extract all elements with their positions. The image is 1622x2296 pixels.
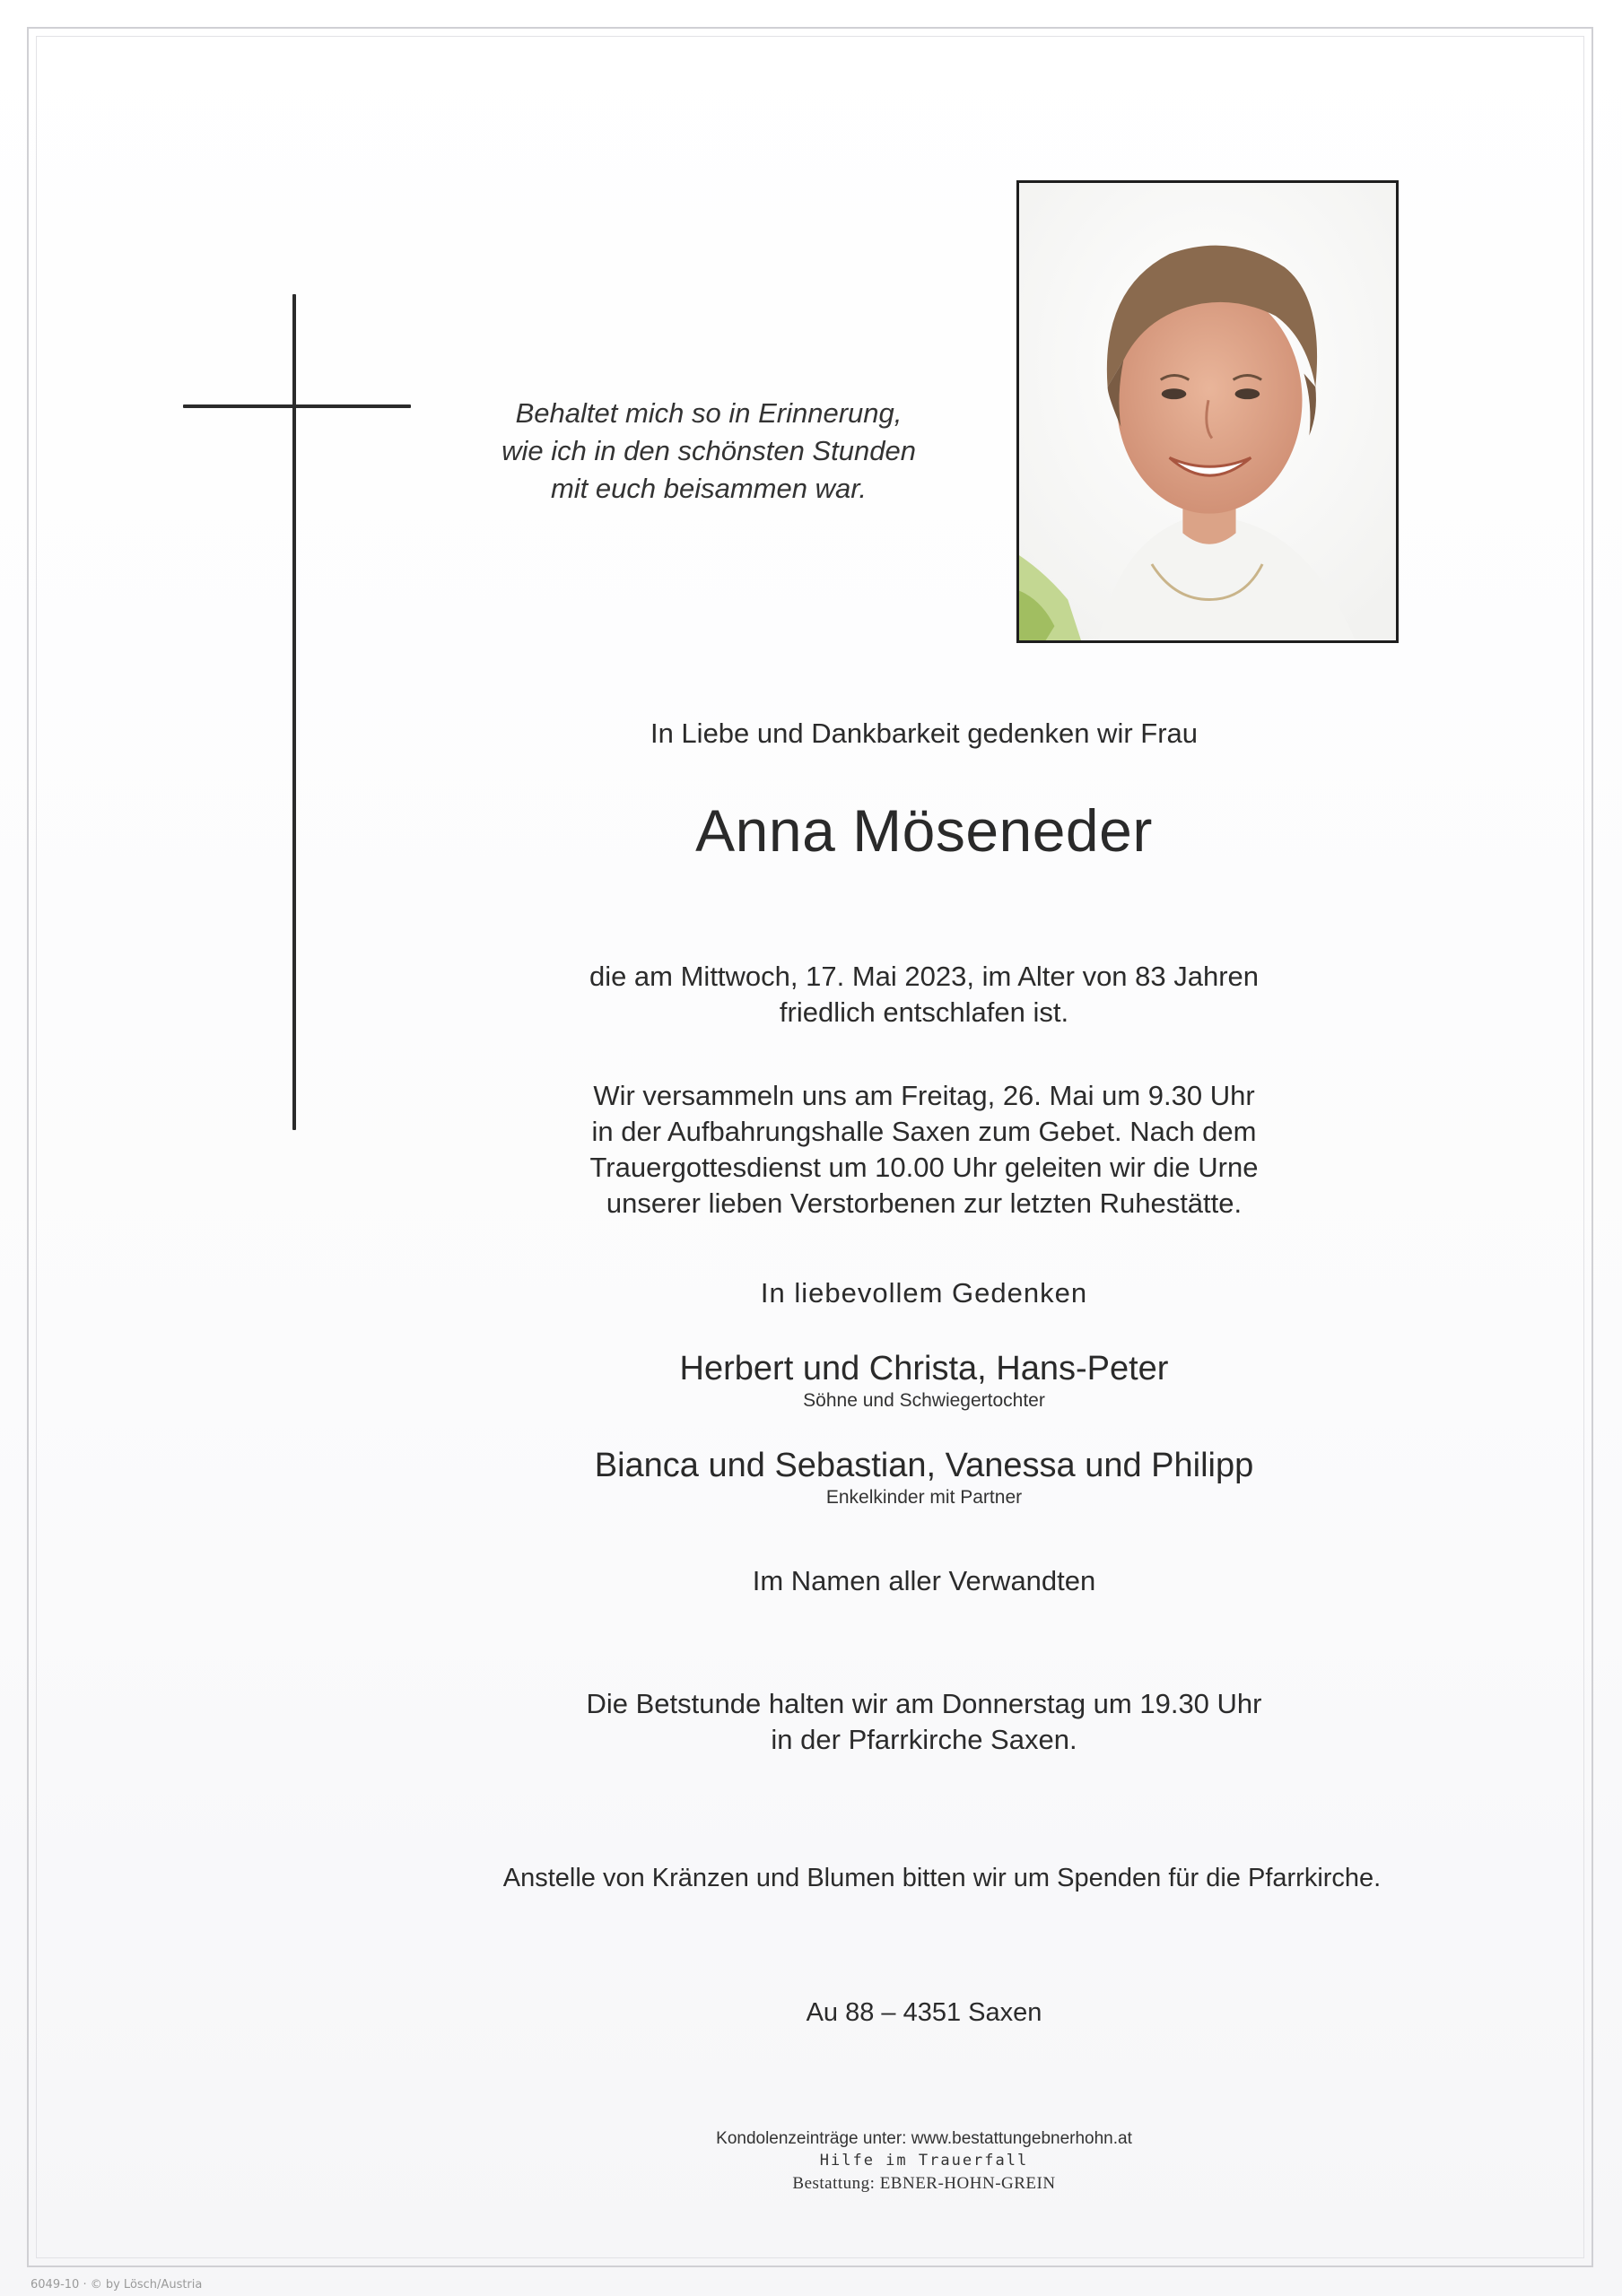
relatives-line: Im Namen aller Verwandten [752,1565,1096,1596]
funeral-home: Bestattung: EBNER-HOHN-GREIN [792,2174,1056,2193]
cross-icon-horizontal [183,404,411,408]
family-relation: Enkelkinder mit Partner [825,1487,1023,1508]
death-line: die am Mittwoch, 17. Mai 2023, im Alter von 83 Jahren [589,961,1260,992]
cross-icon-vertical [292,294,296,1130]
death-line: friedlich entschlafen ist. [779,996,1069,1028]
service-line: Trauergottesdienst um 10.00 Uhr geleiten wir die Urne [589,1152,1259,1183]
print-mark: 6049-10 · © by Lösch/Austria [31,2278,203,2292]
family-names: Herbert und Christa, Hans-Peter [679,1350,1169,1387]
address: Au 88 – 4351 Saxen [806,1998,1042,2027]
quote-line: Behaltet mich so in Erinnerung, [515,397,903,429]
quote-line: wie ich in den schönsten Stunden [501,435,916,466]
footer [341,2127,1507,2195]
death-notice [341,959,1507,1031]
family-group [341,1447,1507,1509]
prayer-hour-info [341,1686,1507,1758]
help-tagline: Hilfe im Trauerfall [819,2152,1029,2170]
donation-request: Anstelle von Kränzen und Blumen bitten wir um Spenden für die Pfarrkirche. [502,1864,1382,1892]
quote-line: mit euch beisammen war. [550,473,868,504]
condolence-link[interactable]: Kondolenzeinträge unter: www.bestattungebnerhohn.at [716,2129,1132,2148]
family-group [341,1350,1507,1412]
service-line: unserer lieben Verstorbenen zur letzten Ruhestätte. [606,1187,1243,1219]
family-relation: Söhne und Schwiegertochter [803,1390,1045,1411]
prayer-line: Die Betstunde halten wir am Donnerstag um 19.30 Uhr [586,1688,1262,1719]
family-names: Bianca und Sebastian, Vanessa und Philipp [594,1447,1254,1484]
service-info [341,1078,1507,1222]
portrait-photo [1016,180,1399,643]
memorial-quote [467,395,951,508]
service-line: Wir versammeln uns am Freitag, 26. Mai um 9.30 Uhr [593,1080,1255,1111]
remembrance-heading: In liebevollem Gedenken [760,1277,1088,1309]
service-line: in der Aufbahrungshalle Saxen zum Gebet. Nach dem [591,1116,1257,1147]
deceased-name: Anna Möseneder [695,797,1153,864]
prayer-line: in der Pfarrkirche Saxen. [771,1724,1077,1755]
portrait-image [1019,183,1396,640]
intro-text: In Liebe und Dankbarkeit gedenken wir Frau [650,718,1199,749]
